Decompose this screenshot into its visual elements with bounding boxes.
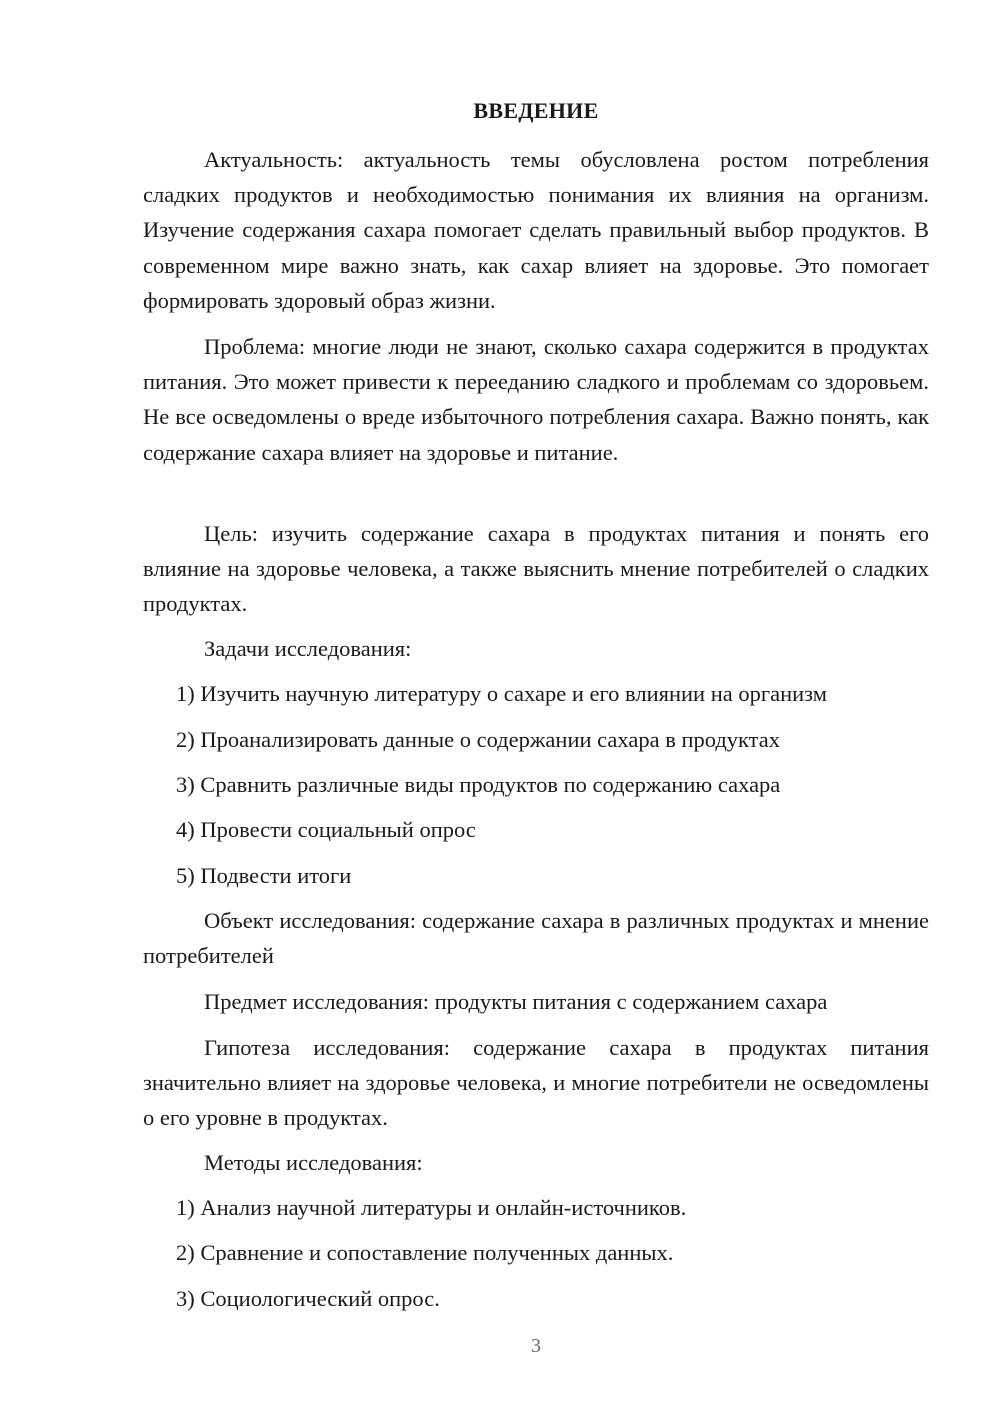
- document-page: [143, 0, 929, 1414]
- task-item: 4) Провести социальный опрос: [176, 817, 476, 842]
- hypothesis-paragraph: Гипотеза исследования: содержание сахара в продуктах питания значительно влияет на здоровье человека, и многие потребители не осведомлены о его уровне в продуктах.: [143, 1035, 929, 1131]
- goal-paragraph: Цель: изучить содержание сахара в продуктах питания и понять его влияние на здоровье человека, а также выяснить мнение потребителей о сладких продуктах.: [143, 521, 929, 617]
- method-item: 3) Социологический опрос.: [176, 1286, 440, 1311]
- section-title: ВВЕДЕНИЕ: [473, 98, 599, 123]
- task-item: 2) Проанализировать данные о содержании сахара в продуктах: [176, 727, 781, 752]
- relevance-paragraph: Актуальность: актуальность темы обусловлена ростом потребления сладких продуктов и необходимостью понимания их влияния на организм. Изучение содержания сахара помогает сделать правильный выбор продуктов. В современном мире важно знать, как сахар влияет на здоровье. Это помогает формировать здоровый образ жизни.: [143, 147, 929, 313]
- tasks-label: Задачи исследования:: [204, 636, 412, 661]
- methods-label: Методы исследования:: [204, 1150, 423, 1175]
- method-item: 2) Сравнение и сопоставление полученных данных.: [176, 1240, 674, 1265]
- method-item: 1) Анализ научной литературы и онлайн-источников.: [176, 1195, 687, 1220]
- task-item: 1) Изучить научную литературу о сахаре и его влиянии на организм: [176, 681, 827, 706]
- task-item: 3) Сравнить различные виды продуктов по содержанию сахара: [176, 772, 781, 797]
- problem-paragraph: Проблема: многие люди не знают, сколько сахара содержится в продуктах питания. Это может привести к перееданию сладкого и проблемам со здоровьем. Не все осведомлены о вреде избыточного потребления сахара. Важно понять, как содержание сахара влияет на здоровье и питание.: [143, 334, 929, 465]
- object-paragraph: Объект исследования: содержание сахара в различных продуктах и мнение потребителей: [143, 908, 929, 969]
- page-number: 3: [531, 1335, 541, 1357]
- subject-paragraph: Предмет исследования: продукты питания с содержанием сахара: [204, 989, 828, 1014]
- task-item: 5) Подвести итоги: [176, 863, 352, 888]
